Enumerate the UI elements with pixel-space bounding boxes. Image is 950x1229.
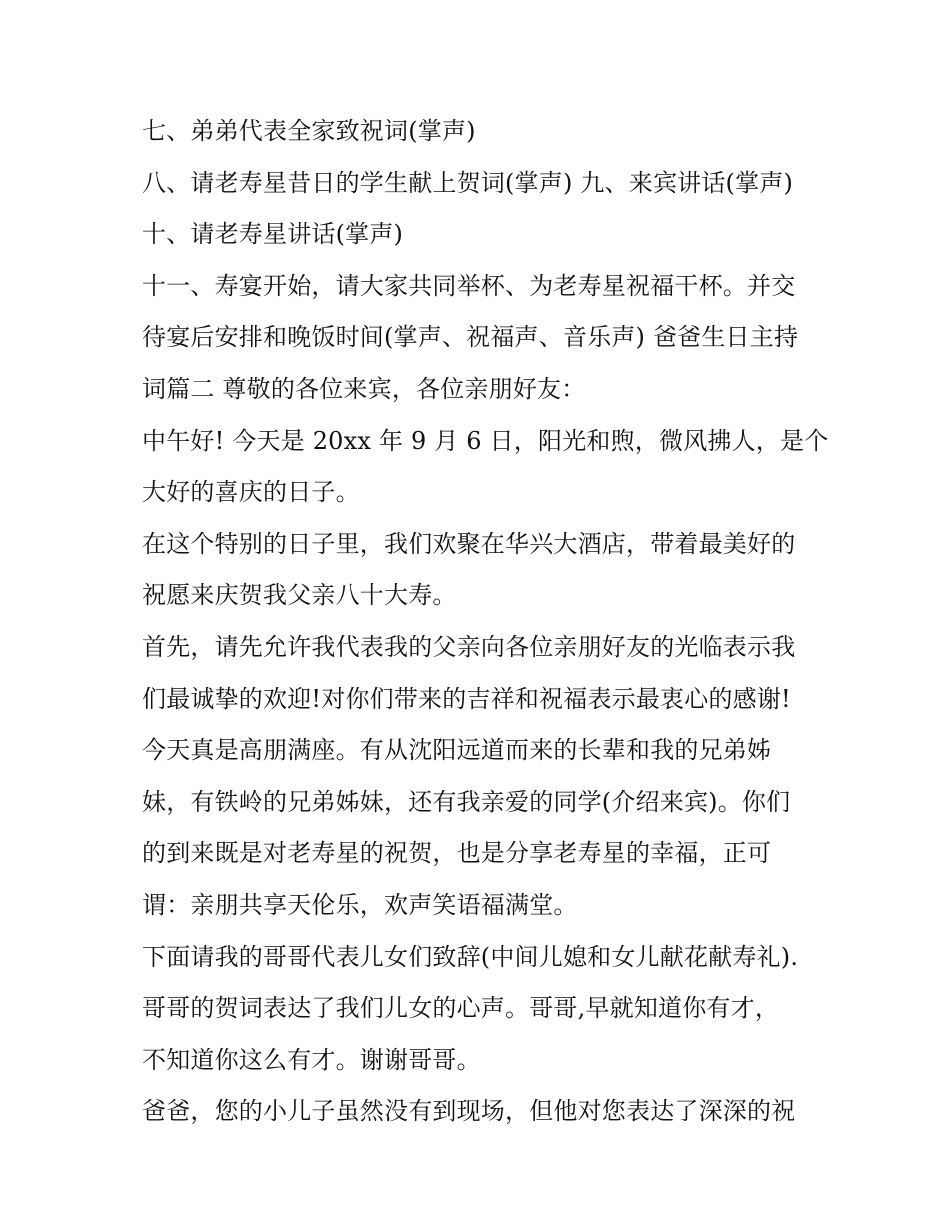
- text-line-6: 词篇二 尊敬的各位来宾，各位亲朋好友：: [142, 374, 586, 403]
- text-line-10: 祝愿来庆贺我父亲八十大寿。: [142, 581, 457, 610]
- text-line-20: 爸爸，您的小儿子虽然没有到现场，但他对您表达了深深的祝: [142, 1097, 796, 1126]
- text-line-11: 首先，请先允许我代表我的父亲向各位亲朋好友的光临表示我: [142, 632, 796, 661]
- text-line-14: 妹，有铁岭的兄弟姊妹，还有我亲爱的同学(介绍来宾)。你们: [142, 787, 791, 816]
- text-line-9: 在这个特别的日子里，我们欢聚在华兴大酒店，带着最美好的: [142, 529, 796, 558]
- text-line-15: 的到来既是对老寿星的祝贺，也是分享老寿星的幸福，正可: [142, 839, 772, 868]
- text-line-12: 们最诚挚的欢迎!对你们带来的吉祥和祝福表示最衷心的感谢!: [142, 684, 791, 713]
- document-body: [142, 106, 829, 1138]
- text-line-7: 中午好! 今天是 20xx 年 9 月 6 日，阳光和煦，微风拂人，是个: [142, 426, 829, 455]
- text-line-18: 哥哥的贺词表达了我们儿女的心声。哥哥,早就知道你有才，: [142, 994, 780, 1023]
- text-line-5: 待宴后安排和晚饭时间(掌声、祝福声、音乐声) 爸爸生日主持: [142, 323, 799, 352]
- text-line-3: 十、请老寿星讲话(掌声): [142, 220, 404, 249]
- text-line-2: 八、请老寿星昔日的学生献上贺词(掌声) 九、来宾讲话(掌声): [142, 168, 794, 197]
- text-line-1: 七、弟弟代表全家致祝词(掌声): [142, 117, 476, 145]
- text-line-8: 大好的喜庆的日子。: [142, 478, 360, 507]
- text-line-19: 不知道你这么有才。谢谢哥哥。: [142, 1045, 481, 1074]
- text-line-17: 下面请我的哥哥代表儿女们致辞(中间儿媳和女儿献花献寿礼).: [142, 942, 799, 971]
- text-line-4: 十一、寿宴开始，请大家共同举杯、为老寿星祝福干杯。并交: [142, 271, 796, 300]
- text-line-16: 谓：亲朋共享天伦乐，欢声笑语福满堂。: [142, 890, 578, 919]
- text-line-13: 今天真是高朋满座。有从沈阳远道而来的长辈和我的兄弟姊: [142, 736, 772, 765]
